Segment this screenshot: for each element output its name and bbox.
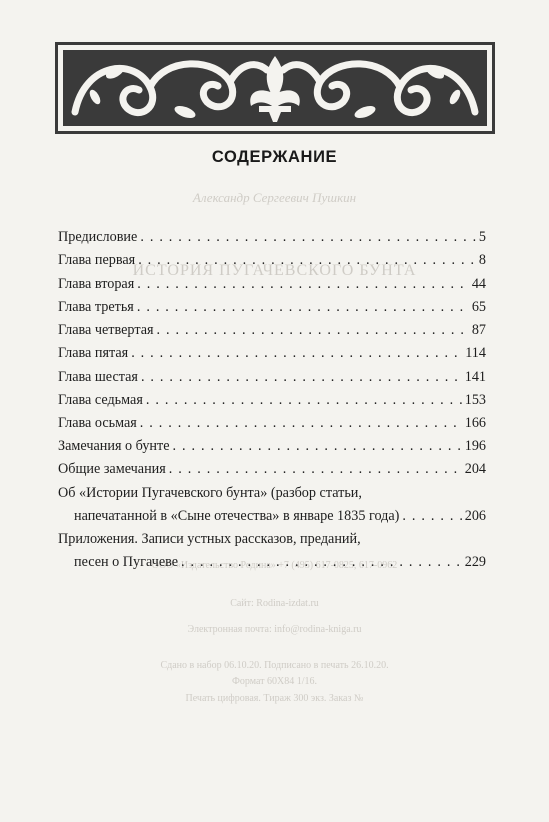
toc-entry-page: 196 <box>464 438 486 454</box>
toc-entry-title: Глава четвертая <box>58 322 154 339</box>
bleed-print-run: Печать цифровая. Тираж 300 экз. Заказ № <box>185 693 364 704</box>
toc-entry-page: 44 <box>471 275 486 292</box>
toc-entry-page: 153 <box>464 392 486 409</box>
toc-entry-page: 204 <box>464 461 486 478</box>
toc-entry[interactable] <box>58 226 486 249</box>
toc-entry-page: 114 <box>465 345 486 362</box>
toc-entry-page: 87 <box>471 322 486 339</box>
toc-entry[interactable] <box>58 342 486 365</box>
leader-dots <box>140 226 476 249</box>
leader-dots <box>402 505 461 528</box>
toc-entry[interactable] <box>58 389 486 412</box>
toc-entry[interactable] <box>58 412 486 435</box>
toc-entry[interactable] <box>58 458 486 481</box>
leader-dots <box>157 319 469 342</box>
toc-entry[interactable] <box>58 249 486 272</box>
bleed-book-title: ИСТОРИЯ ПУГАЧЕВСКОГО БУНТА <box>132 262 417 279</box>
leader-dots <box>131 342 462 365</box>
toc-entry-page: 229 <box>464 554 486 571</box>
floral-ornament-icon <box>55 42 495 134</box>
leader-dots <box>138 249 476 272</box>
toc-entry-page: 206 <box>464 507 486 524</box>
toc-entry[interactable] <box>58 435 486 458</box>
bleed-email: Электронная почта: info@rodina-kniga.ru <box>187 624 362 635</box>
toc-entry[interactable] <box>58 366 486 389</box>
toc-entry-title-line2: напечатанной в «Сыне отечества» в январе 1835 года) <box>74 507 400 524</box>
toc-entry-title-line1[interactable]: Приложения. Записи устных рассказов, преданий, <box>58 531 361 548</box>
leader-dots <box>137 296 469 319</box>
toc-chapters <box>58 226 486 436</box>
toc-entry[interactable] <box>58 296 486 319</box>
leader-dots <box>173 435 462 458</box>
toc-supplements <box>58 435 486 575</box>
toc-entry-page: 5 <box>478 229 486 245</box>
toc-entry[interactable] <box>58 551 486 574</box>
leader-dots <box>137 273 469 296</box>
bleed-print-dates: Сдано в набор 06.10.20. Подписано в печать 26.10.20. <box>160 660 389 671</box>
bleed-author: Александр Сергеевич Пушкин <box>192 190 357 205</box>
toc-entry-title: Глава осьмая <box>58 415 137 432</box>
toc-entry-title-line2: песен о Пугачеве <box>74 554 179 571</box>
leader-dots <box>141 366 462 389</box>
bleed-publisher: ООО «Издательство Родина» +7 (495) 617-0825, 617-0962 <box>151 560 398 571</box>
leader-dots <box>146 389 462 412</box>
leader-dots <box>169 458 462 481</box>
toc-entry-title: Глава пятая <box>58 345 129 362</box>
toc-entry[interactable] <box>58 505 486 528</box>
toc-entry-title: Глава вторая <box>58 275 135 292</box>
toc-entry-page: 141 <box>464 368 486 385</box>
toc-entry-title: Глава шестая <box>58 368 138 385</box>
leader-dots <box>181 551 462 574</box>
bleed-site: Сайт: Rodina-izdat.ru <box>230 598 319 609</box>
toc-entry-title: Предисловие <box>58 229 138 245</box>
leader-dots <box>140 412 462 435</box>
toc-entry-page: 8 <box>478 252 486 269</box>
toc-entry[interactable] <box>58 273 486 296</box>
toc-entry-title-line1[interactable]: Об «Истории Пугачевского бунта» (разбор статьи, <box>58 484 362 501</box>
bleed-format: Формат 60X84 1/16. <box>231 676 318 687</box>
toc-entry-page: 65 <box>471 298 486 315</box>
toc-entry[interactable] <box>58 319 486 342</box>
toc-entry-title: Глава третья <box>58 298 134 315</box>
toc-entry-title: Общие замечания <box>58 461 166 478</box>
toc-entry-title: Глава седьмая <box>58 392 143 409</box>
toc-entry-page: 166 <box>464 415 486 432</box>
toc-entry-title: Глава первая <box>58 252 136 269</box>
toc-entry-title: Замечания о бунте <box>58 438 170 454</box>
toc-heading: СОДЕРЖАНИЕ <box>211 148 338 166</box>
